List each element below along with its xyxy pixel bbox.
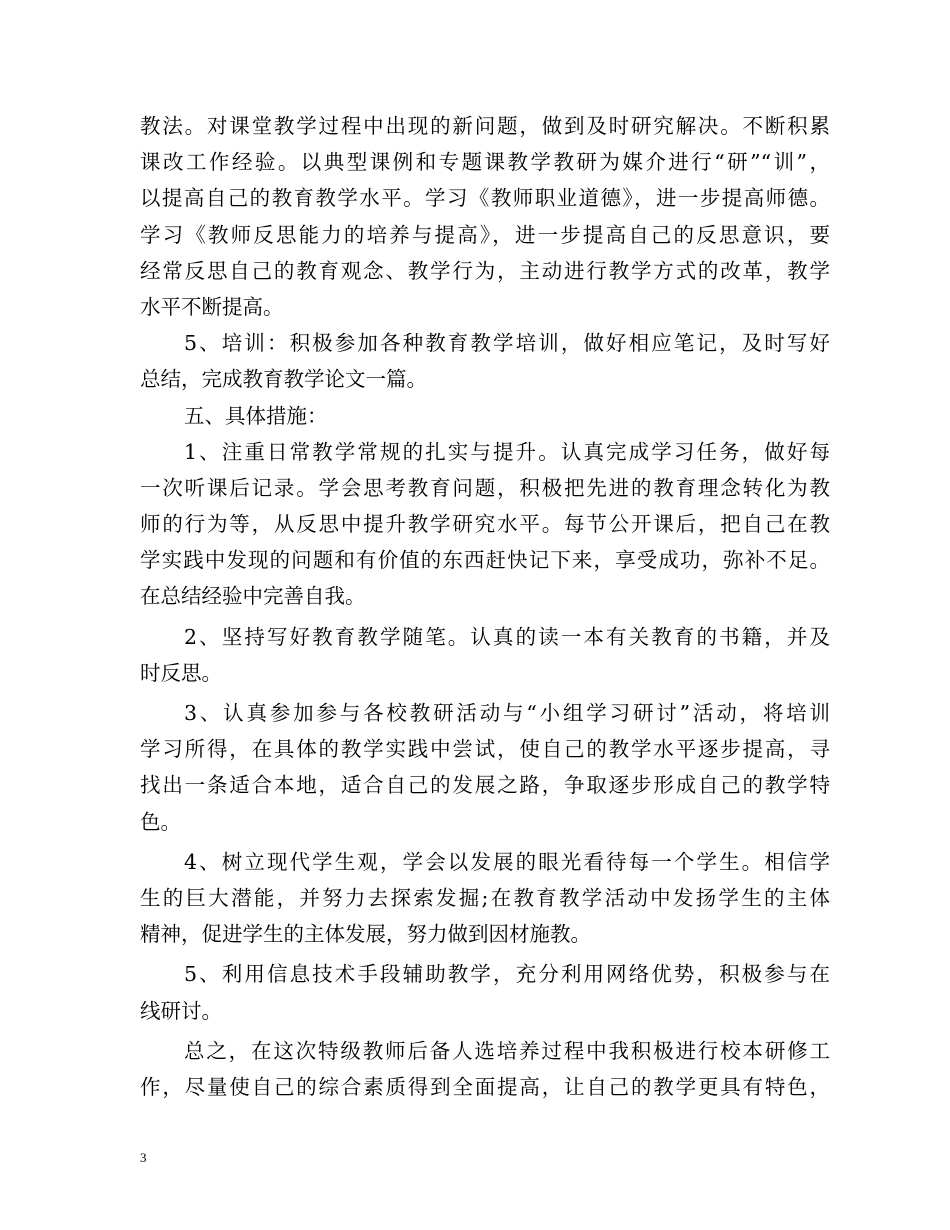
text-line: 教法。对课堂教学过程中出现的新问题，做到及时研究解决。不断积累 xyxy=(140,114,830,138)
text-line: 色。 xyxy=(140,809,181,834)
text-line: 师的行为等，从反思中提升教学研究水平。每节公开课后，把自己在教 xyxy=(140,512,830,537)
paragraph-measure-1 xyxy=(140,434,830,615)
text-line: 生的巨大潜能，并努力去探索发掘;在教育教学活动中发扬学生的主体 xyxy=(140,885,830,910)
paragraph-measure-5 xyxy=(140,956,830,1028)
paragraph-training xyxy=(140,325,830,397)
text-line: 总结，完成教育教学论文一篇。 xyxy=(140,367,427,392)
text-line: 水平不断提高。 xyxy=(140,294,284,319)
text-line: 精神，促进学生的主体发展，努力做到因材施教。 xyxy=(140,922,591,947)
text-line: 学习《教师反思能力的培养与提高》，进一步提高自己的反思意识，要 xyxy=(140,222,830,247)
text-line: 总之，在这次特级教师后备人选培养过程中我积极进行校本研修工 xyxy=(184,1038,830,1063)
paragraph-conclusion xyxy=(140,1033,830,1105)
paragraph-measure-2 xyxy=(140,619,830,691)
text-line: 作，尽量使自己的综合素质得到全面提高，让自己的教学更具有特色， xyxy=(140,1074,830,1099)
text-line: 一次听课后记录。学会思考教育问题，积极把先进的教育理念转化为教 xyxy=(140,475,830,500)
text-line: 5、培训：积极参加各种教育教学培训，做好相应笔记，及时写好 xyxy=(184,331,830,356)
text-line: 以提高自己的教育教学水平。学习《教师职业道德》，进一步提高师德。 xyxy=(140,186,830,211)
page-number: 3 xyxy=(140,1150,147,1165)
paragraph-teaching-method xyxy=(140,108,830,325)
paragraph-measure-4 xyxy=(140,844,830,953)
text-line: 学实践中发现的问题和有价值的东西赶快记下来，享受成功，弥补不足。 xyxy=(140,548,830,573)
text-line: 时反思。 xyxy=(140,660,222,685)
text-line: 2、坚持写好教育教学随笔。认真的读一本有关教育的书籍，并及 xyxy=(184,624,830,649)
text-line: 线研讨。 xyxy=(140,998,222,1023)
text-line: 5、利用信息技术手段辅助教学，充分利用网络优势，积极参与在 xyxy=(184,962,830,987)
text-line: 在总结经验中完善自我。 xyxy=(140,584,366,609)
text-line: 课改工作经验。以典型课例和专题课教学教研为媒介进行“研”“训”， xyxy=(140,150,830,175)
document-body xyxy=(140,108,830,1105)
text-line: 学习所得，在具体的教学实践中尝试，使自己的教学水平逐步提高，寻 xyxy=(140,737,830,762)
text-line: 经常反思自己的教育观念、教学行为，主动进行教学方式的改革，教学 xyxy=(140,258,830,283)
text-line: 找出一条适合本地，适合自己的发展之路，争取逐步形成自己的教学特 xyxy=(140,773,830,798)
section-heading: 五、具体措施： xyxy=(184,403,328,428)
paragraph-measure-3 xyxy=(140,695,830,840)
text-line: 3、认真参加参与各校教研活动与“小组学习研讨”活动，将培训 xyxy=(184,701,830,725)
text-line: 4、树立现代学生观，学会以发展的眼光看待每一个学生。相信学 xyxy=(184,849,830,874)
text-line: 1、注重日常教学常规的扎实与提升。认真完成学习任务，做好每 xyxy=(184,439,830,464)
